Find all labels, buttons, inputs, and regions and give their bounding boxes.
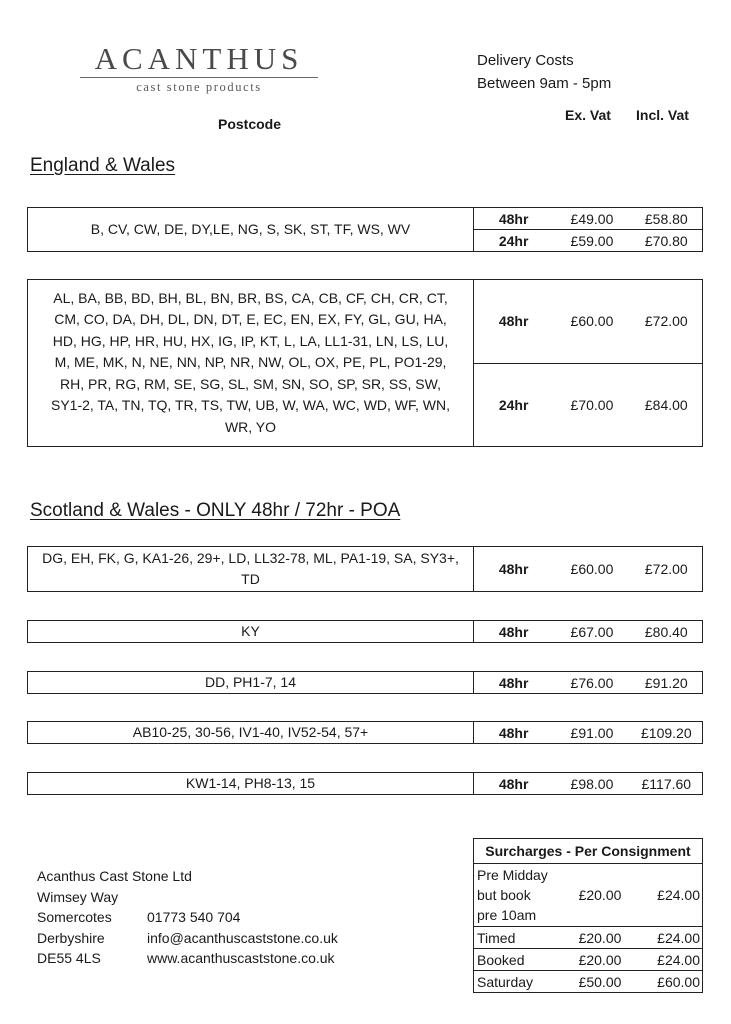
- section-heading-england: England & Wales: [30, 155, 176, 176]
- surcharge-ex-vat: £50.00: [578, 973, 622, 990]
- rate-row: [474, 672, 702, 693]
- postcode-list: DG, EH, FK, G, KA1-26, 29+, LD, LL32-78, ML, PA1-19, SA, SY3+, TD: [28, 547, 474, 591]
- rate-row: [474, 621, 702, 642]
- postcode-list: AL, BA, BB, BD, BH, BL, BN, BR, BS, CA, CB, CF, CH, CR, CT, CM, CO, DA, DH, DL, DN, DT, E, EC, EN, EX, FY, GL, GU, HA, HD, HG, HP, HR, HU, HX, IG, IP, KT, L, LA, LL1-31, LN, LS, LU, M, ME, MK, N, NE, NN, NP, NR, NW, OL, OX, PE, PL, PO1-29, RH, PR, RG, RM, SE, SG, SL, SM, SN, SO, SP, SR, SS, SW, SY1-2, TA, TN, TQ, TR, TS, TW, UB, W, WA, WC, WD, WF, WN, WR, YO: [28, 280, 474, 446]
- address-street: Wimsey Way: [37, 888, 119, 905]
- rate-row: [474, 722, 702, 743]
- postcode-list: KW1-14, PH8-13, 15: [28, 773, 474, 794]
- rate-rows: [474, 773, 702, 794]
- price-ex-vat: £70.00: [570, 396, 614, 413]
- postcode-list: AB10-25, 30-56, IV1-40, IV52-54, 57+: [28, 722, 474, 743]
- surcharge-ex-vat: £20.00: [578, 951, 622, 968]
- company-logo-name: ACANTHUS: [94, 41, 304, 76]
- price-ex-vat: £60.00: [570, 313, 614, 330]
- rate-rows: [474, 208, 702, 251]
- service-level: 24hr: [498, 232, 529, 249]
- address-town: Somercotes: [37, 909, 112, 925]
- rate-rows: [474, 280, 702, 446]
- postcode-list: DD, PH1-7, 14: [28, 672, 474, 693]
- rate-row: [474, 363, 702, 447]
- service-level: 48hr: [498, 724, 529, 741]
- section-heading-scotland: Scotland & Wales - ONLY 48hr / 72hr - POA: [30, 500, 401, 521]
- phone-number: 01773 540 704: [147, 909, 241, 925]
- service-level: 48hr: [498, 623, 529, 640]
- service-level: 48hr: [498, 210, 529, 227]
- rate-rows: [474, 722, 702, 743]
- service-level: 48hr: [498, 775, 529, 792]
- rate-table-england-2: [27, 279, 703, 447]
- surcharge-label: [474, 865, 568, 925]
- surcharge-ex-vat: £20.00: [578, 887, 622, 903]
- price-incl-vat: £80.40: [644, 623, 688, 640]
- postcode-list: KY: [28, 621, 474, 642]
- address-postcode: DE55 4LS: [37, 950, 101, 966]
- surcharge-label: Saturday: [477, 973, 534, 990]
- surcharge-label-line: pre 10am: [477, 907, 537, 923]
- surcharge-row: [474, 864, 702, 926]
- service-level: 48hr: [498, 313, 529, 330]
- surcharge-incl-vat: £24.00: [657, 951, 700, 968]
- surcharges-heading: Surcharges - Per Consignment: [474, 839, 702, 864]
- surcharges-table: [473, 838, 703, 993]
- price-incl-vat: £72.00: [644, 313, 688, 330]
- surcharge-row: [474, 970, 702, 992]
- postcode-list: B, CV, CW, DE, DY,LE, NG, S, SK, ST, TF, WS, WV: [28, 208, 474, 251]
- surcharge-label-line: Pre Midday: [477, 867, 548, 883]
- website-url: www.acanthuscaststone.co.uk: [147, 950, 335, 966]
- surcharge-incl-vat: £24.00: [657, 887, 700, 903]
- logo-divider: [80, 77, 318, 78]
- price-incl-vat: £72.00: [644, 561, 688, 577]
- surcharge-label-line: but book: [477, 887, 531, 903]
- surcharge-label: Booked: [477, 951, 525, 968]
- price-incl-vat: £70.80: [644, 232, 688, 249]
- surcharge-incl-vat: £24.00: [657, 929, 700, 946]
- surcharge-ex-vat: £20.00: [578, 929, 622, 946]
- price-ex-vat: £49.00: [570, 210, 614, 227]
- price-ex-vat: £59.00: [570, 232, 614, 249]
- price-ex-vat: £91.00: [570, 724, 614, 741]
- rate-rows: [474, 547, 702, 591]
- company-name: Acanthus Cast Stone Ltd: [37, 868, 192, 884]
- rate-table-england-1: [27, 207, 703, 252]
- rate-rows: [474, 621, 702, 642]
- delivery-hours: Between 9am - 5pm: [477, 75, 612, 92]
- column-header-postcode: Postcode: [218, 116, 282, 132]
- company-logo-tagline: cast stone products: [136, 80, 262, 94]
- rate-row: [474, 208, 702, 229]
- company-address: [37, 866, 338, 969]
- service-level: 24hr: [498, 396, 529, 413]
- rate-row: [474, 773, 702, 794]
- rate-table-scotland-3: [27, 671, 703, 694]
- rate-table-scotland-4: [27, 721, 703, 744]
- price-incl-vat: £84.00: [644, 396, 688, 413]
- price-ex-vat: £98.00: [570, 775, 614, 792]
- email-address: info@acanthuscaststone.co.uk: [147, 929, 338, 946]
- rate-table-scotland-2: [27, 620, 703, 643]
- surcharge-incl-vat: £60.00: [657, 973, 700, 990]
- rate-row: [474, 280, 702, 363]
- surcharge-row: [474, 948, 702, 970]
- page-title: Delivery Costs: [477, 52, 574, 69]
- address-county: Derbyshire: [37, 929, 105, 946]
- surcharge-row: [474, 926, 702, 948]
- rate-row: [474, 547, 702, 591]
- rate-table-scotland-5: [27, 772, 703, 795]
- rate-rows: [474, 672, 702, 693]
- surcharge-label: Timed: [477, 929, 516, 946]
- price-ex-vat: £76.00: [570, 674, 614, 691]
- service-level: 48hr: [498, 561, 529, 577]
- column-header-incl-vat: Incl. Vat: [636, 107, 689, 123]
- column-header-ex-vat: Ex. Vat: [565, 107, 611, 123]
- price-ex-vat: £60.00: [570, 561, 614, 577]
- rate-table-scotland-1: [27, 546, 703, 592]
- price-incl-vat: £58.80: [644, 210, 688, 227]
- price-incl-vat: £117.60: [641, 775, 692, 792]
- price-incl-vat: £91.20: [644, 674, 688, 691]
- service-level: 48hr: [498, 674, 529, 691]
- price-ex-vat: £67.00: [570, 623, 614, 640]
- price-incl-vat: £109.20: [641, 724, 692, 741]
- rate-row: [474, 229, 702, 251]
